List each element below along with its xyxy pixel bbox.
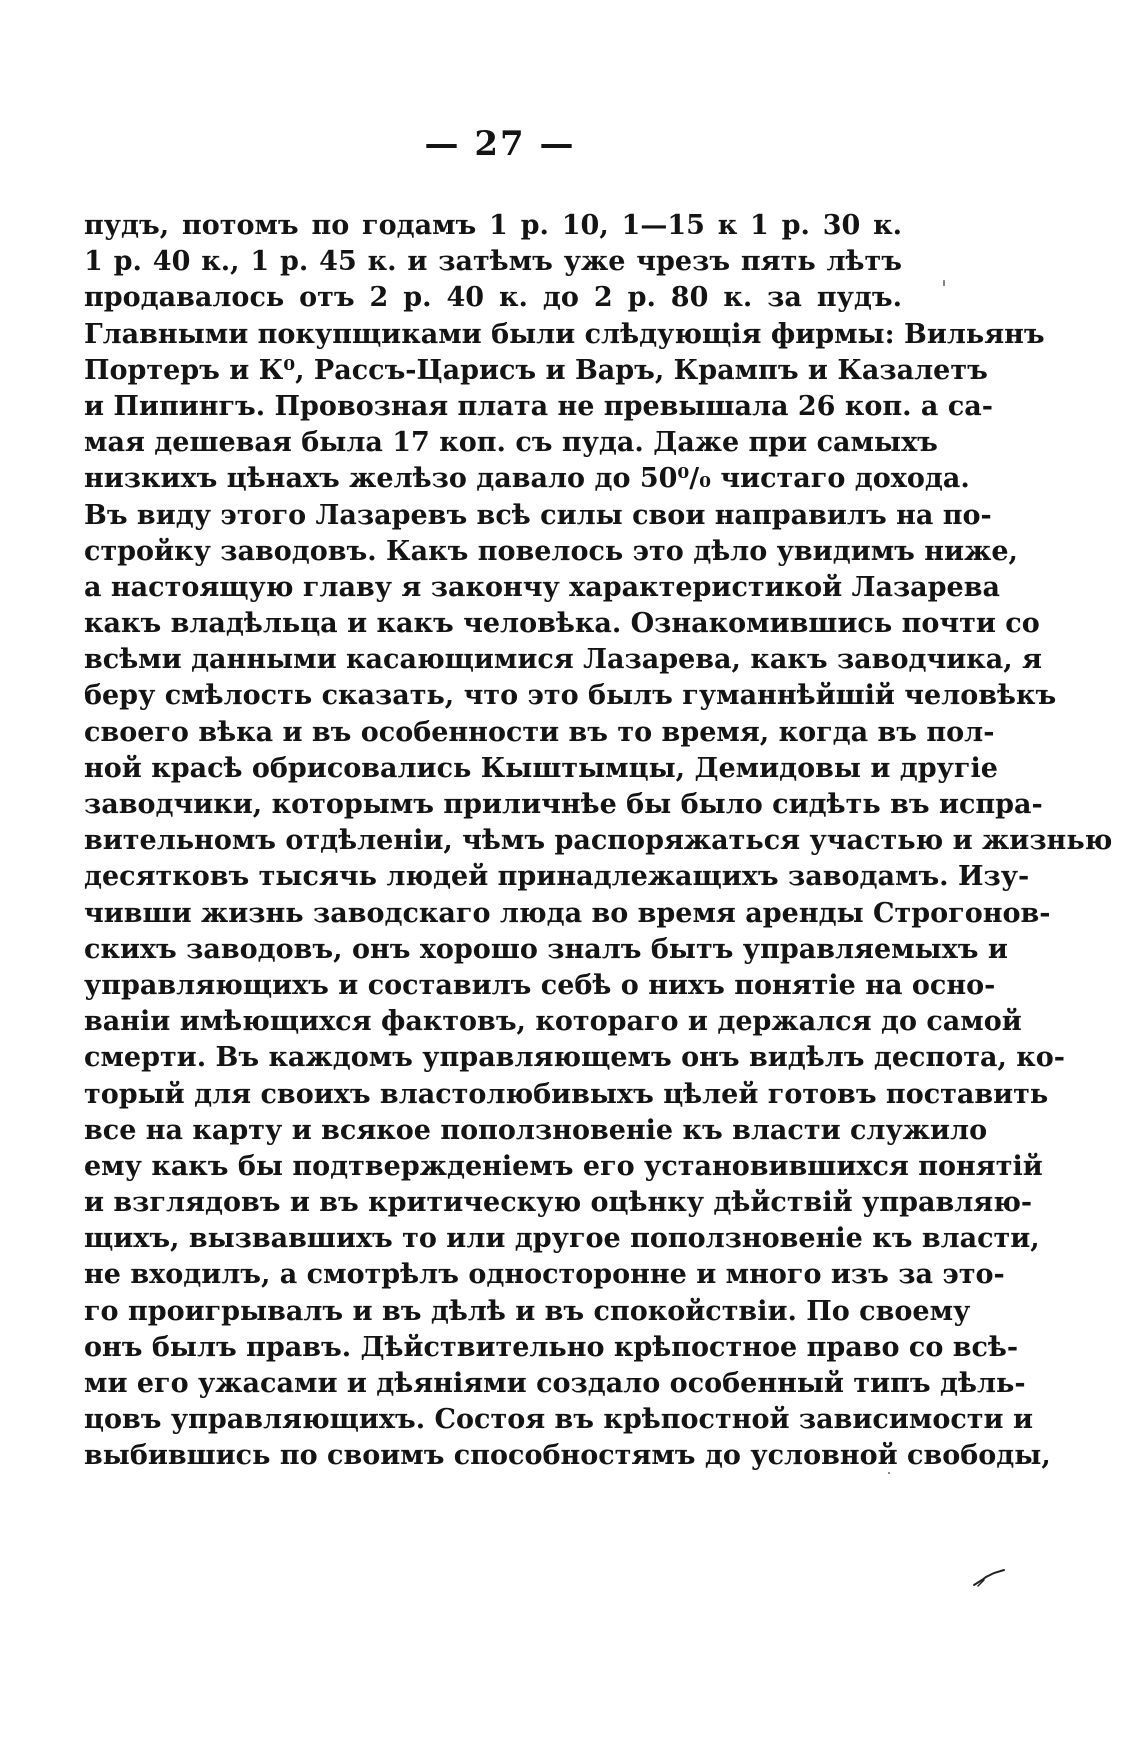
text-line: щихъ, вызвавшихъ то или другое поползновеніе къ власти, (84, 1223, 1040, 1255)
page-number: — 27 — (424, 124, 576, 164)
text-line: а настоящую главу я закончу характеристикой Лазарева (84, 571, 1000, 603)
text-line: заводчики, которымъ приличнѣе бы было сидѣть въ испра- (84, 789, 1043, 820)
text-line: управляющихъ и составилъ себѣ о нихъ понятіе на осно- (84, 969, 996, 1001)
margin-speck (943, 280, 945, 286)
text-line: 1 р. 40 к., 1 р. 45 к. и затѣмъ уже чрезъ пять лѣтъ (84, 246, 902, 278)
text-line: какъ владѣльца и какъ человѣка. Ознакомившись почти со (84, 608, 1040, 640)
text-line: торый для своихъ властолюбивыхъ цѣлей готовъ поставить (84, 1078, 1049, 1110)
text-line: пудъ, потомъ по годамъ 1 р. 10, 1—15 к 1 р. 30 к. (84, 210, 902, 241)
text-line: и взглядовъ и въ критическую оцѣнку дѣйствій управляю- (84, 1187, 1033, 1219)
text-line: мая дешевая была 17 коп. съ пуда. Даже при самыхъ (84, 427, 938, 459)
text-line: не входилъ, а смотрѣлъ односторонне и много изъ за это- (84, 1259, 1005, 1291)
body-text (84, 208, 1113, 1475)
text-line: вительномъ отдѣленіи, чѣмъ распоряжаться участью и жизнью (84, 825, 1113, 857)
text-line: ему какъ бы подтвержденіемъ его установившихся понятій (84, 1150, 1043, 1182)
text-line: продавалось отъ 2 р. 40 к. до 2 р. 80 к. за пудъ. (84, 282, 902, 314)
margin-speck (888, 1472, 890, 1474)
text-line: низкихъ цѣнахъ желѣзо давало до 50⁰/₀ чистаго дохода. (84, 463, 970, 495)
text-line: смерти. Въ каждомъ управляющемъ онъ видѣлъ деспота, ко- (84, 1042, 1065, 1074)
text-line: Въ виду этого Лазаревъ всѣ силы свои направилъ на по- (84, 499, 992, 531)
text-line: и Пипингъ. Провозная плата не превышала 26 коп. а са- (84, 390, 993, 422)
text-line: стройку заводовъ. Какъ повелось это дѣло увидимъ ниже, (84, 535, 1018, 567)
text-line: го проигрывалъ и въ дѣлѣ и въ спокойствіи. По своему (84, 1295, 971, 1327)
text-line: все на карту и всякое поползновеніе къ власти служило (84, 1114, 988, 1146)
text-line: цовъ управляющихъ. Состоя въ крѣпостной зависимости и (84, 1404, 1033, 1436)
pencil-mark-icon (972, 1568, 1006, 1588)
text-line: ми его ужасами и дѣяніями создало особенный типъ дѣль- (84, 1368, 1026, 1399)
text-line: скихъ заводовъ, онъ хорошо зналъ бытъ управляемыхъ и (84, 933, 1008, 965)
text-line: чивши жизнь заводскаго люда во время аренды Строгонов- (84, 897, 1051, 929)
text-line: десятковъ тысячь людей принадлежащихъ заводамъ. Изу- (84, 861, 1030, 893)
text-line: беру смѣлость сказать, что это былъ гуманнѣйшій человѣкъ (84, 680, 1057, 712)
text-line: ваніи имѣющихся фактовъ, котораго и держался до самой (84, 1006, 1022, 1038)
text-line: ной красѣ обрисовались Кыштымцы, Демидовы и другіе (84, 752, 998, 784)
text-line: онъ былъ правъ. Дѣйствительно крѣпостное право со всѣ- (84, 1331, 1019, 1363)
text-line: своего вѣка и въ особенности въ то время, когда въ пол- (84, 716, 995, 748)
text-line: выбившись по своимъ способностямъ до условной свободы, (84, 1440, 1051, 1472)
text-line: всѣми данными касающимися Лазарева, какъ заводчика, я (84, 644, 1042, 676)
text-line: Портеръ и К⁰, Рассъ-Царисъ и Варъ, Крампъ и Казалетъ (84, 354, 988, 386)
text-line: Главными покупщиками были слѣдующія фирмы: Вильянъ (84, 318, 1045, 350)
